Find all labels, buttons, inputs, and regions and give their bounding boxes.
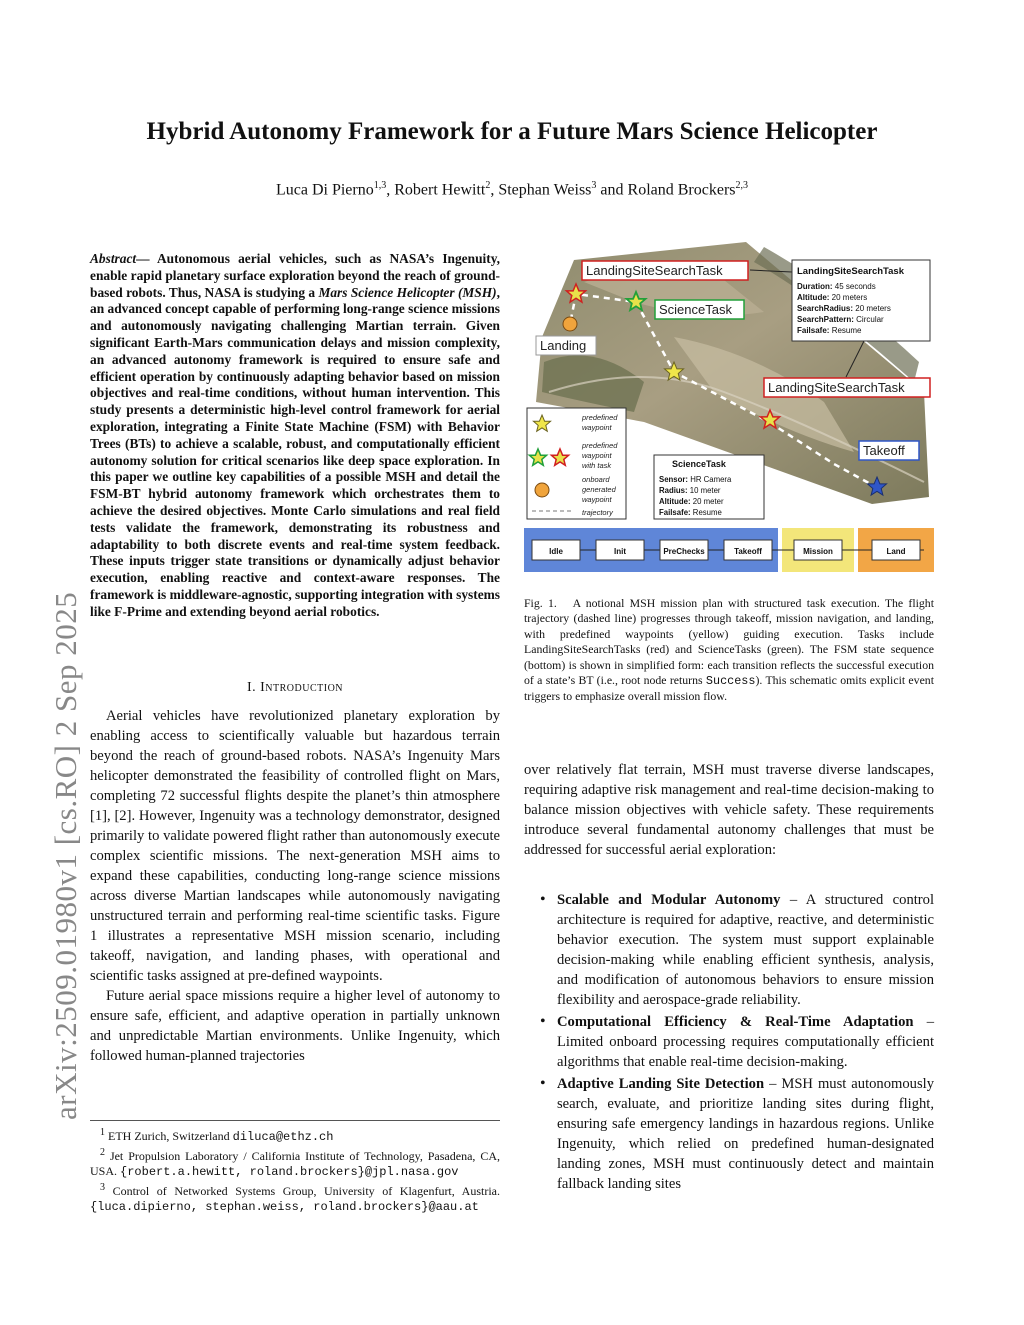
author-name: Robert Hewitt	[394, 181, 486, 199]
info-value: 20 meters	[829, 293, 868, 302]
footnotes	[90, 1120, 500, 1215]
info-title: LandingSiteSearchTask	[797, 266, 904, 277]
info-value: 45 seconds	[832, 282, 876, 291]
footnote-text: Jet Propulsion Laboratory / California Institute of Technology, Pasadena, CA, USA.	[90, 1149, 501, 1178]
list-item-title: Adaptive Landing Site Detection	[557, 1076, 765, 1092]
footnote-mark: 3	[100, 1182, 105, 1193]
takeoff-label: Takeoff	[863, 443, 905, 458]
footnote-email: {robert.a.hewitt, roland.brockers}@jpl.nasa.gov	[120, 1165, 459, 1179]
affiliation-mark: 2	[485, 180, 491, 191]
info-value: 20 meters	[853, 304, 891, 313]
figure-mission-plan	[524, 242, 934, 576]
body-paragraph: over relatively flat terrain, MSH must traverse diverse landscapes, requiring adaptive risk management and real-time decision-making to balance mission objectives with vehicle safety. These requirements introduce several fundamental autonomy challenges that must be addressed for successful aerial exploration:	[524, 762, 934, 858]
list-item-text: – Limited onboard processing requires computationally efficient algorithms that enable real-time decision-making.	[557, 1014, 934, 1070]
list-item	[524, 890, 934, 1010]
abstract-emphasis: Mars Science Helicopter (MSH)	[318, 284, 497, 300]
list-item-title: Computational Efficiency & Real-Time Adaptation	[557, 1014, 914, 1030]
info-value: Circular	[853, 315, 884, 324]
info-line	[797, 293, 867, 302]
info-key: Sensor:	[659, 475, 689, 484]
info-key: Failsafe:	[797, 326, 830, 335]
info-key: Duration:	[797, 282, 833, 291]
top-landing-task-label: LandingSiteSearchTask	[586, 263, 723, 278]
legend-text: with task	[582, 461, 612, 470]
info-value: HR Camera	[688, 475, 732, 484]
legend-text: trajectory	[582, 508, 613, 517]
section-number: I.	[246, 680, 261, 695]
fsm-state-label: Idle	[549, 547, 563, 556]
caption-text: ). This schematic omits explicit event triggers to emphasize overall mission flow.	[524, 673, 934, 704]
abstract-dash: —	[136, 251, 157, 266]
fsm-state-label: Init	[614, 547, 626, 556]
footnote	[90, 1180, 500, 1215]
caption-label: Fig. 1.	[524, 596, 557, 610]
section-heading-introduction	[90, 680, 500, 696]
info-line	[659, 486, 721, 495]
author-separator: ,	[490, 181, 499, 199]
author-separator: and	[596, 181, 628, 199]
body-paragraph: Aerial vehicles have revolutionized planetary exploration by enabling access to scientifically valuable but hazardous terrain beyond the reach of ground-based robots. NASA’s Ingenuity Mars helicopter demonstrated the feasibility of controlled flight on Mars, completing 72 successful flights despite the planet’s thin atmosphere [1], [2]. However, Ingenuity was a technology demonstrator, designed primarily to validate powered flight rather than autonomously execute complex scientific missions. The next-generation MSH aims to expand these capabilities, conducting long-range science missions across diverse Martian landscapes while autonomously navigating unstructured terrain and performing real-time scientific tasks. Figure 1 illustrates a representative MSH mission scenario, including takeoff, navigation, and landing phases, with operational and scientific tasks assigned at pre-defined waypoints.	[90, 708, 500, 984]
info-line	[797, 326, 862, 335]
affiliation-mark: 2,3	[735, 180, 748, 191]
legend-text: onboard	[582, 475, 610, 484]
list-item-text: – MSH must autonomously search, evaluate, and prioritize landing sites during flight, ensuring safe emergency landings in hazardous regions. Unlike Ingenuity, which relied on predefined human-designated landing zones, MSH must continuously detect and maintain fallback landing sites	[557, 1076, 934, 1192]
body-paragraph: Future aerial space missions require a higher level of autonomy to ensure safe, efficient, and adaptive operation in partially unknown and unpredictable Martian environments. Unlike Ingenuity, which followed human-planned trajectories	[90, 988, 500, 1064]
legend-text: predefined	[582, 441, 618, 450]
caption-code: Success	[705, 674, 756, 689]
landing-label: Landing	[540, 338, 587, 353]
affiliation-mark: 1,3	[373, 180, 387, 191]
author-list	[0, 180, 1024, 199]
figure-caption	[524, 596, 934, 705]
author-name: Stephan Weiss	[498, 181, 592, 199]
info-line	[797, 315, 884, 324]
legend-text: generated	[582, 485, 616, 494]
paper-title: Hybrid Autonomy Framework for a Future Mars Science Helicopter	[146, 118, 878, 145]
footnote	[90, 1145, 500, 1180]
info-key: SearchPattern:	[797, 315, 854, 324]
info-key: Radius:	[659, 486, 688, 495]
info-line	[797, 304, 891, 313]
legend-text: waypoint	[582, 495, 612, 504]
info-line	[659, 497, 724, 506]
info-value: Resume	[690, 508, 722, 517]
legend-text: predefined	[582, 413, 618, 422]
section-title: Introduction	[260, 680, 344, 695]
info-line	[659, 508, 722, 517]
info-value: Resume	[829, 326, 862, 335]
footnote-email: {luca.dipierno, stephan.weiss, roland.brockers}@aau.at	[90, 1200, 479, 1214]
arxiv-stamp: arXiv:2509.01980v1 [cs.RO] 2 Sep 2025	[48, 591, 83, 1120]
list-item	[524, 1012, 934, 1072]
legend-text: waypoint	[582, 423, 612, 432]
info-key: Altitude:	[797, 293, 830, 302]
footnote	[90, 1125, 500, 1145]
info-line	[797, 282, 876, 291]
info-key: Failsafe:	[659, 508, 691, 517]
fsm-state-label: Land	[886, 547, 906, 556]
fsm-state-label: Takeoff	[734, 547, 762, 556]
info-title: ScienceTask	[672, 459, 726, 469]
onboard-waypoint-circle	[563, 317, 577, 331]
challenge-list	[524, 890, 934, 1196]
footnote-text: ETH Zurich, Switzerland	[108, 1129, 233, 1143]
info-key: Altitude:	[659, 497, 691, 506]
fsm-state-label: Mission	[803, 547, 833, 556]
author-name: Roland Brockers	[627, 181, 736, 199]
list-item-title: Scalable and Modular Autonomy	[557, 892, 781, 908]
intro-left-column	[90, 706, 500, 1066]
intro-right-column	[524, 760, 934, 860]
info-key: SearchRadius:	[797, 304, 854, 313]
abstract-text: , an advanced concept capable of performing long-range science missions and autonomously navigating challenging Martian terrain. Given significant Earth-Mars communication delays and mission complexity, an advanced autonomy framework is required to ensure safe and efficient operation by continuously adapting behavior based on mission objectives and real-time conditions, without human intervention. This study presents a deterministic high-level control framework for aerial exploration, integrating a Finite State Machine (FSM) with Behavior Trees (BTs) to achieve a scalable, robust, and computationally efficient autonomy solution for critical scenarios like deep space exploration. In this paper we outline key capabilities of a possible MSH and detail the FSM-BT hybrid autonomy framework which orchestrates them to achieve the desired objectives. Monte Carlo simulations and real field tests validate the framework, demonstrating its robustness and adaptability to both discrete events and real-time system feedback. These inputs trigger state transitions or dynamically adjust behavior execution, enabling reactive and context-aware responses. The framework is middleware-agnostic, supporting integration with systems like F-Prime and extending beyond aerial robotics.	[90, 284, 501, 619]
footnote-mark: 1	[100, 1127, 105, 1138]
abstract-text: Autonomous aerial vehicles, such as NASA’s Ingenuity, enable rapid planetary surface exploration beyond the reach of ground-based robots. Thus, NASA is studying a	[90, 251, 500, 300]
mid-landing-task-label: LandingSiteSearchTask	[768, 380, 905, 395]
science-task-label: ScienceTask	[659, 302, 732, 317]
affiliation-mark: 3	[591, 180, 597, 191]
list-item-text: – A structured control architecture is required for adaptive, reactive, and deterministic behavior execution. The system must support explainable decision-making while enabling efficient synthesis, analysis, and modification of autonomous behaviors to ensure mission flexibility and aerospace-grade reliability.	[557, 892, 935, 1008]
caption-text: A notional MSH mission plan with structured task execution. The flight trajectory (dashed line) progresses through takeoff, mission navigation, and landing, with predefined waypoints (yellow) guiding execution. Tasks include LandingSiteSearchTasks (red) and ScienceTasks (green). The FSM state sequence (bottom) is shown in simplified form: each transition reflects the successful execution of a state’s BT (i.e., root node returns	[524, 596, 934, 688]
abstract-label: Abstract	[90, 251, 137, 266]
list-item	[524, 1074, 934, 1194]
footnote-email: diluca@ethz.ch	[232, 1130, 334, 1144]
fsm-state-label: PreChecks	[663, 547, 705, 556]
info-value: 20 meter	[690, 497, 724, 506]
legend-text: waypoint	[582, 451, 612, 460]
author-name: Luca Di Pierno	[275, 181, 374, 199]
info-line	[659, 475, 732, 484]
author-separator: ,	[386, 181, 395, 199]
legend-orange-circle-icon	[535, 483, 549, 497]
footnote-text: Control of Networked Systems Group, University of Klagenfurt, Austria.	[112, 1184, 500, 1198]
abstract	[90, 251, 500, 621]
info-value: 10 meter	[687, 486, 721, 495]
footnote-mark: 2	[100, 1147, 105, 1158]
